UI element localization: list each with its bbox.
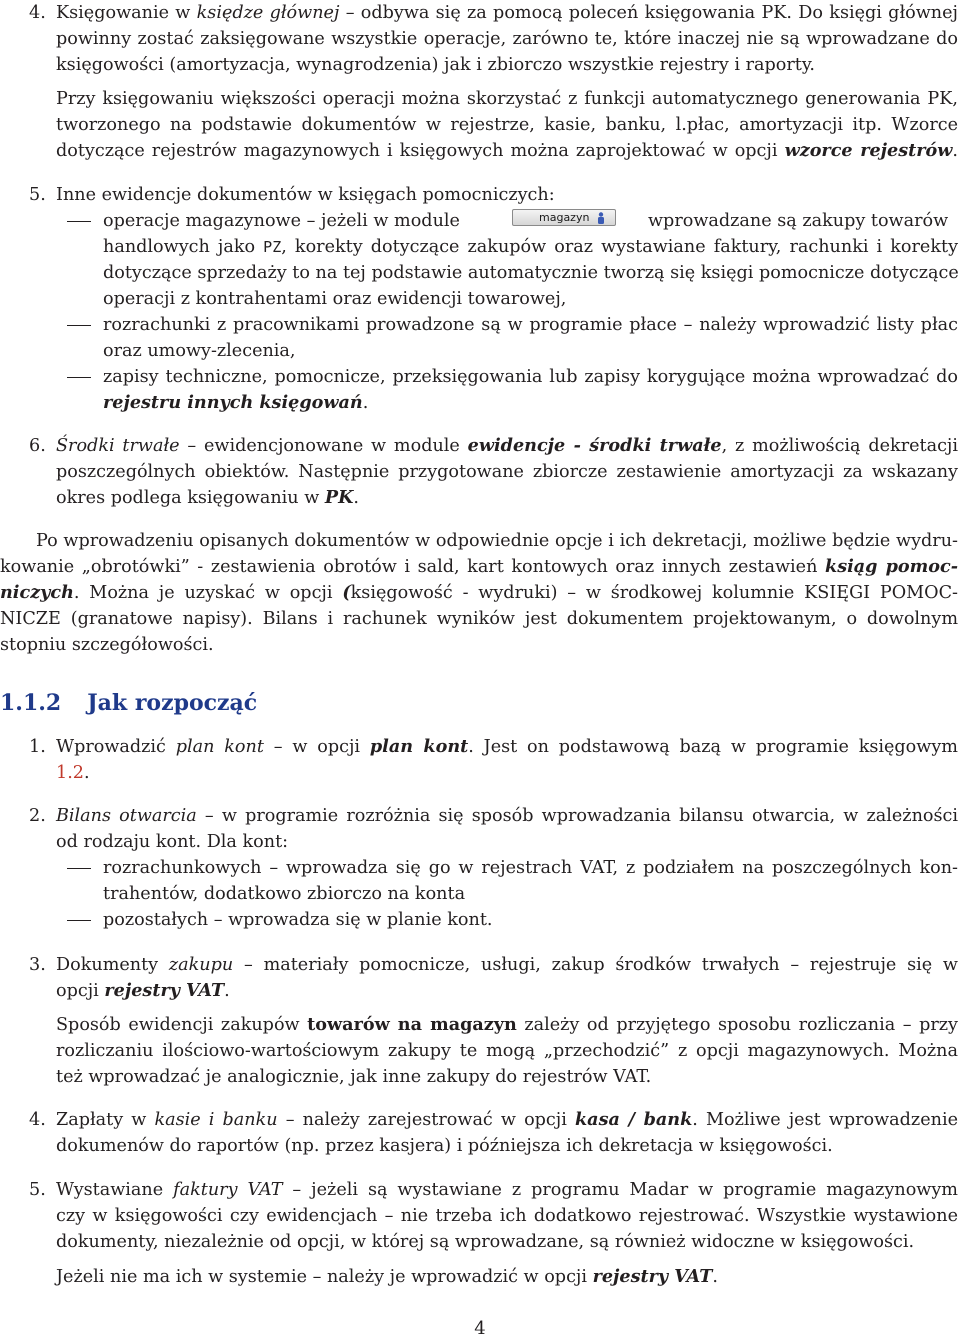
document-page: 4. Księgowanie w księdze głównej – odbywa się za pomocą poleceń księgowania PK. Do księgi głównej powinny zostać zaksięgowane wszystkie operacje, zarówno te, które inaczej nie są wprowadzane do księgowości (amortyzacja, wynagrodzenia) jak i zbiorczo wszystkie rejestry i raporty. Przy księgowaniu większości operacji można skorzystać z funkcji automatycznego generowania PK, tworzonego na podstawie dokumentów w rejestrze, kasie, banku, l.płac, amortyzacji itp. Wzorce dotyczące rejestrów magazynowych i księgowych można zaprojektować w opcji wzorce rejestrów. 5. Inne ewidencje dokumentów w księgach pomocniczych: operacje magazynowe – jeżeli w module wprowadzane są zakupy towarów magazyn handlowych jako PZ, korekty dotyczące zakupów oraz wystawiane faktury, rachunki i korekty dotyczące sprzedaży to na tej podstawie automatycznie tworzą się księgi pomocnicze dotyczące operacji z kontrahentami oraz ewidencji towarowej, rozrachunki z pracownikami prowadzone są w programie płace – należy wprowadzić listy płac oraz umowy-zlecenia, zapisy techniczne, pomocnicze, przeksięgowania lub zapisy korygujące można wprowadzać do rejestru innych księgowań. 6. Środki trwałe – ewidencjonowane w module ewidencje - środki trwałe, z możliwością dekretacji poszczególnych obiektów. Następnie przygotowane zbiorcze zestawienie amortyzacji za wskazany okres podlega księgowaniu w PK. Po wprowadzeniu opisanych dokumentów w odpowiednie opcje i ich dekretacji, możliwe będzie wydru- kowanie „obrotówki” - zestawienia obrotów i sald, kart kontowych oraz innych zestawień ksiąg pomoc- niczych. Można je uzyskać w opcji (księgowość - wydruki) – w środkowej kolumnie KSIĘGI POMOC- NICZE (granatowe napisy). Bilans i rachunek wyników jest dokumentem projektowanym, o dowolnym stopniu szczegółowości. 1.1.2 Jak rozpocząć 1. Wprowadzić plan kont – w opcji plan kont. Jest on podstawową bazą w programie księgowym 1.2. 2. Bilans otwarcia – w programie rozróżnia się sposób wprowadzania bilansu otwarcia, w zależności od rodzaju kont. Dla kont: rozrachunkowych – wprowadza się go w rejestrach VAT, z podziałem na poszczególnych kon- trahentów, dodatkowo zbiorczo na konta pozostałych – wprowadza się w planie kont. 3. Dokumenty zakupu – materiały pomocnicze, usługi, zakup środków trwałych – rejestruje się w opcji rejestry VAT. Sposób ewidencji zakupów towarów na magazyn zależy od przyjętego sposobu rozliczania – przy rozliczaniu ilościowo-wartościowym zakupy te mogą „przechodzić” z opcji magazynowych. Można też wprowadzać je analogicznie, jak inne zakupy do rejestrów VAT. 4. Zapłaty w kasie i banku – należy zarejestrować w opcji kasa / bank. Możliwe jest wprowadzenie dokumenów do raportów (np. przez kasjera) i późniejsza ich dekretacja w księgowości. 5. Wystawiane faktury VAT – jeżeli są wystawiane z programu Madar w programie magazynowym czy w księgowości czy ewidencjach – nie trzeba ich dodatkowo rejestrować. Wszystkie wystawione dokumenty, niezależnie od opcji, w której są wprowadzane, są również widoczne w księgowości. Jeżeli nie ma ich w systemie – należy je wprowadzić w opcji rejestry VAT. 4 <box>0 0 960 1337</box>
dash-marker <box>67 221 91 222</box>
page-number: 4 <box>474 1318 486 1339</box>
option-link-wzorce-rejestrow: wzorce rejestrów <box>784 140 953 161</box>
magazyn-button[interactable]: magazyn <box>512 209 616 226</box>
section-heading: 1.1.2 Jak rozpocząć <box>0 690 258 716</box>
person-icon <box>597 212 605 224</box>
item-number: 4. <box>29 3 46 23</box>
dash-marker <box>67 868 91 869</box>
dash-marker <box>67 325 91 326</box>
dash-marker <box>67 377 91 378</box>
section-ref-link[interactable]: 1.2 <box>56 763 84 783</box>
item-body: Księgowanie w księdze głównej – odbywa się za pomocą poleceń księgowania PK. Do księgi głównej powinny zostać zaksięgowane wszystkie operacje, zarówno te, które inaczej nie są wprowadzane do księgowości (amortyzacja, wynagrodzenia) jak i zbiorczo wszystkie rejestry i raporty. <box>56 3 959 75</box>
summary-paragraph: Po wprowadzeniu opisanych dokumentów w odpowiednie opcje i ich dekretacji, możliwe będzie wydru- kowanie „obrotówki” - zestawienia obrotów i sald, kart kontowych oraz innych zestawień ksiąg pomoc- niczych. Można je uzyskać w opcji (księgowość - wydruki) – w środkowej kolumnie KSIĘGI POMOC- NICZE (granatowe napisy). Bilans i rachunek wyników jest dokumentem projektowanym, o dowolnym stopniu szczegółowości. <box>0 531 958 655</box>
dash-marker <box>67 920 91 921</box>
